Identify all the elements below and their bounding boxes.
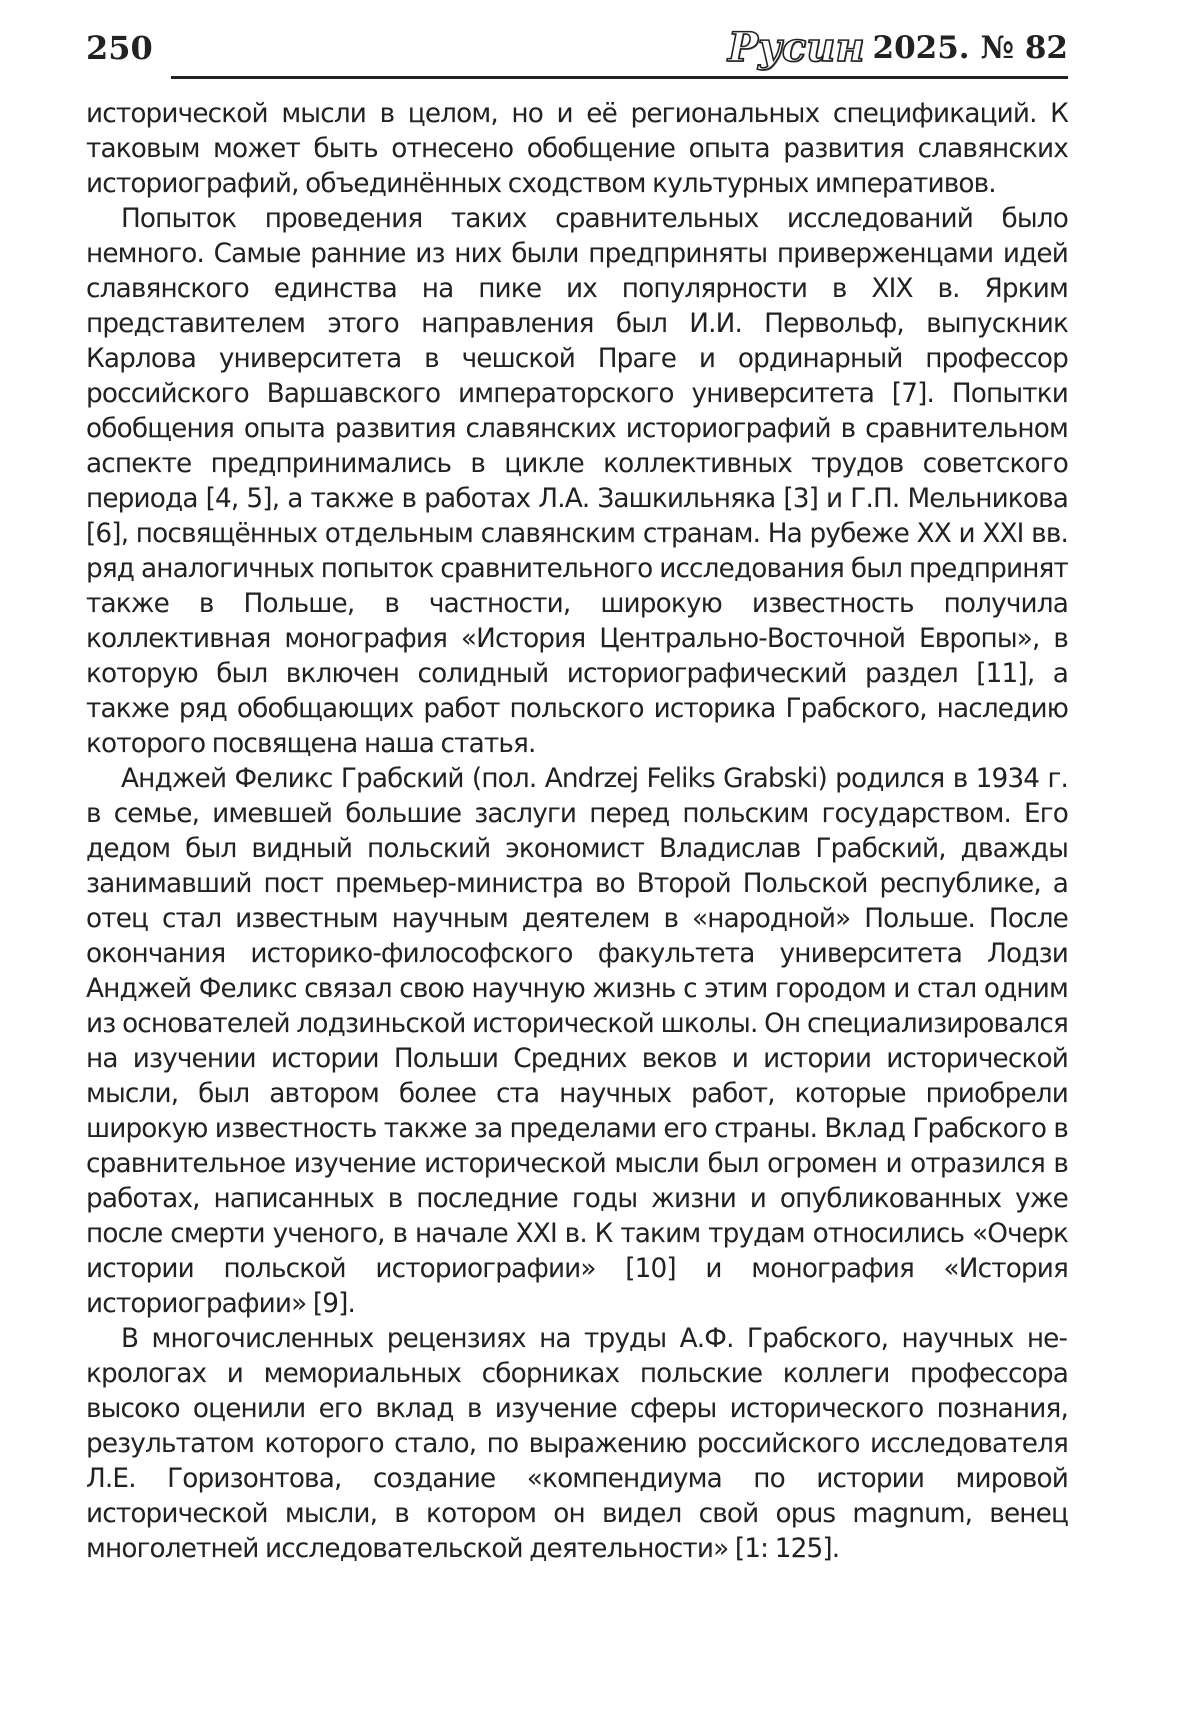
- paragraph: В многочисленных рецензиях на труды А.Ф. Грабского, научных некрологах и мемориальных сборниках польские коллеги профессора высоко оценили его вклад в изучение сферы исторического познания, результатом которого стало, по выражению российского исследователя Л.Е. Горизонтова, создание «компендиума по истории мировой исторической мысли, в котором он видел свой opus magnum, венец многолетней исследовательской деятельности» [1: 125].: [86, 1324, 1068, 1564]
- paragraph: Попыток проведения таких сравнительных исследований было немного. Самые ранние из них были предприняты приверженцами идей славянского единства на пике их популярности в XIX в. Ярким представителем этого направления был И.И. Первольф, выпускник Карлова университета в чешской Праге и ординарный профессор российского Варшавского императорского университета [7]. Попытки обобщения опыта развития славянских историографий в сравнительном аспекте предпринимались в цикле коллективных трудов советского периода [4, 5], а также в работах Л.А. Зашкильняка [3] и Г.П. Мельникова [6], посвящённых отдельным славянским странам. На рубеже XX и XXI вв. ряд аналогичных попыток сравнительного исследования был предпринят также в Польше, в частности, широкую известность получила коллективная монография «История Центрально-Восточной Европы», в которую был включен солидный историографический раздел [11], а также ряд обобщающих работ польского историка Грабского, наследию которого посвящена наша статья.: [86, 204, 1068, 759]
- paragraph-continued: исторической мысли в целом, но и её региональных спецификаций. К таковым может быть отнесено обобщение опыта развития славянских историографий, объединённых сходством культурных императивов.: [86, 99, 1068, 199]
- journal-title-block: [727, 24, 1068, 71]
- journal-logo: Русин: [727, 24, 865, 71]
- paragraph: Анджей Феликс Грабский (пол. Andrzej Feliks Grabski) родился в 1934 г. в семье, имевшей большие заслуги перед польским государством. Его дедом был видный польский экономист Владислав Грабский, дважды занимавший пост премьер-министра во Второй Польской республике, а отец стал известным научным деятелем в «народной» Польше. После окончания историко-философского факультета университета Лодзи Анджей Феликс связал свою научную жизнь с этим городом и стал одним из основателей лодзиньской исторической школы. Он специализировался на изучении истории Польши Средних веков и истории исторической мысли, был автором более ста научных работ, которые приобрели широкую известность также за пределами его страны. Вклад Грабского в сравнительное изучение исторической мысли был огромен и отразился в работах, написанных в последние годы жизни и опубликованных уже после смерти ученого, в начале XXI в. К таким трудам относились «Очерк истории польской историографии» [10] и монография «История историографии» [9].: [86, 764, 1068, 1319]
- journal-page: [86, 26, 1068, 1567]
- running-header: [86, 24, 1068, 79]
- issue-number: 2025. № 82: [872, 30, 1068, 66]
- article-body: [86, 97, 1068, 1567]
- page-number: 250: [86, 29, 153, 67]
